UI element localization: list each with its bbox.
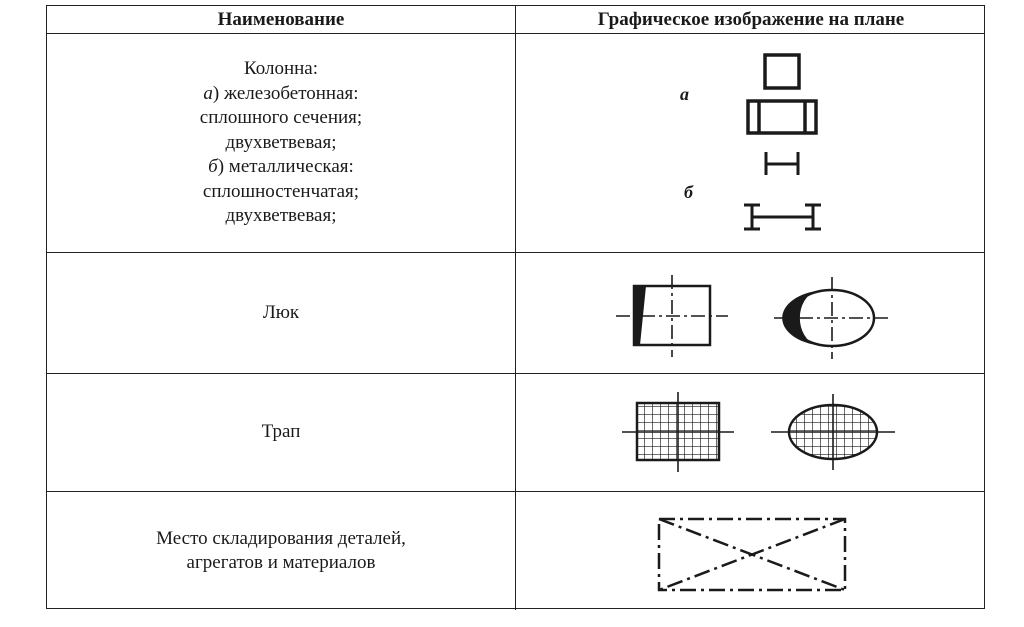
column-line-two-branch: двухветвевая; (225, 131, 337, 153)
table-row-hatch (47, 253, 984, 374)
header-cell-image (516, 6, 986, 33)
storage-line-1: Место складирования деталей, (156, 527, 406, 549)
label-a: а (680, 84, 689, 104)
cell-hatch-image (516, 253, 986, 373)
drain-symbols (516, 374, 986, 492)
column-description (200, 57, 362, 229)
header-image: Графическое изображение на плане (597, 8, 905, 30)
column-line-metal: б) металлическая: (208, 156, 354, 178)
metal-solid-wall-column-symbol (766, 152, 798, 175)
column-line-rc: а) железобетонная: (203, 82, 359, 104)
cell-hatch-name (47, 253, 516, 373)
column-line-title: Колонна: (243, 58, 318, 80)
rc-solid-column-symbol (765, 55, 799, 88)
cell-drain-name (47, 374, 516, 491)
rectangular-drain-symbol (622, 392, 734, 472)
cell-column-image (516, 34, 986, 252)
cell-column-name (47, 34, 516, 252)
rc-two-branch-column-symbol (748, 101, 816, 133)
hatch-symbols (516, 253, 986, 374)
storage-area-symbol (516, 492, 986, 610)
header-cell-name (47, 6, 516, 33)
table-row-drain (47, 374, 984, 492)
header-name: Наименование (217, 8, 345, 30)
storage-description (156, 527, 406, 576)
metal-two-branch-column-symbol (744, 205, 821, 229)
column-line-solid-section: сплошного сечения; (199, 107, 363, 129)
cell-drain-image (516, 374, 986, 491)
round-drain-symbol (771, 394, 895, 470)
table-header-row (47, 6, 984, 34)
storage-line-2: агрегатов и материалов (186, 552, 376, 573)
table-row-column (47, 34, 984, 253)
symbols-table (46, 5, 985, 609)
column-line-solid-wall: сплошностенчатая; (202, 180, 360, 202)
cell-storage-image (516, 492, 986, 610)
column-line-two-branch-metal: двухветвевая; (225, 205, 337, 227)
rectangular-hatch-symbol (616, 275, 728, 357)
table-row-storage (47, 492, 984, 610)
column-symbols (516, 34, 986, 253)
cell-storage-name (47, 492, 516, 610)
label-b: б (684, 182, 693, 202)
hatch-name: Люк (262, 301, 300, 323)
round-hatch-symbol (774, 277, 890, 359)
drain-name: Трап (261, 421, 301, 443)
